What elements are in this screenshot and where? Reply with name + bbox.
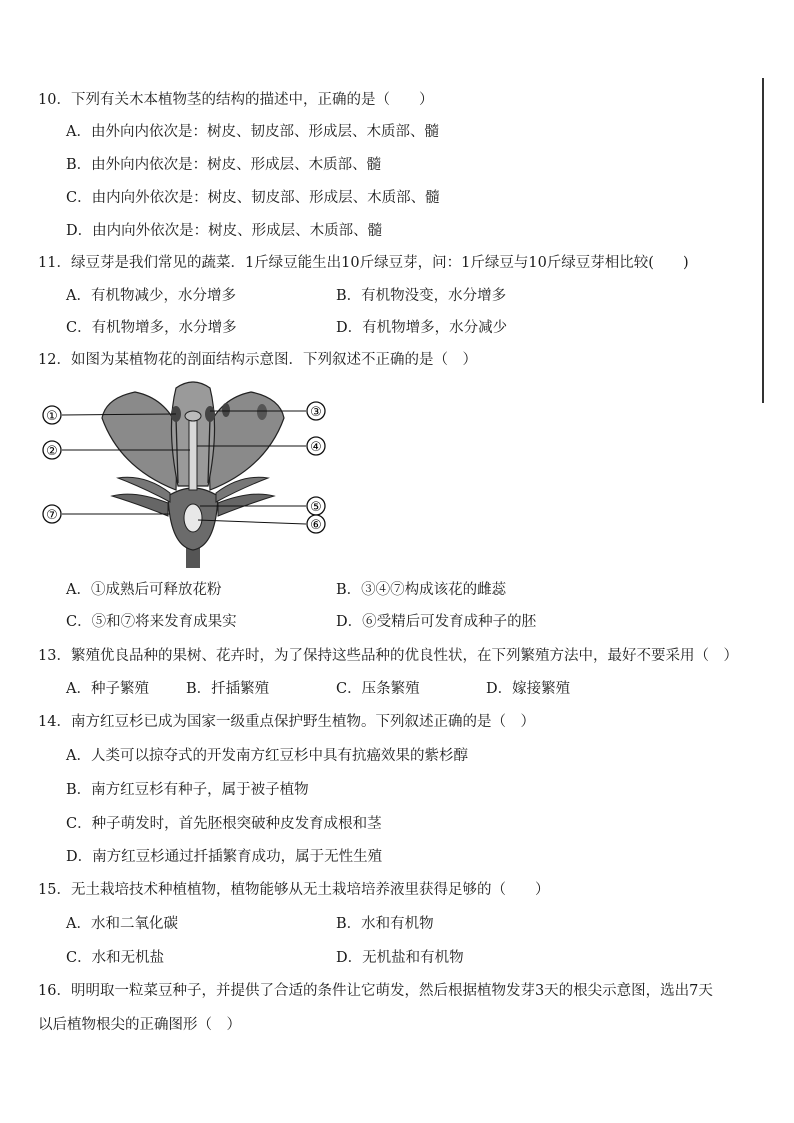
question-13-option-c: C．压条繁殖	[336, 681, 420, 697]
question-15-stem: 15．无土栽培技术种植植物，植物能够从无土栽培培养液里获得足够的（ ）	[38, 882, 550, 898]
svg-text:②: ②	[46, 444, 58, 459]
question-10-option-a: A．由外向内依次是：树皮、韧皮部、形成层、木质部、髓	[66, 124, 439, 140]
question-15-option-b: B．水和有机物	[336, 916, 434, 932]
stigma	[185, 411, 201, 421]
question-12-option-a: A．①成熟后可释放花粉	[66, 582, 222, 598]
label-6	[307, 515, 325, 533]
svg-text:⑥: ⑥	[310, 518, 322, 533]
svg-text:④: ④	[310, 440, 322, 455]
label-4	[307, 437, 325, 455]
question-13-stem: 13．繁殖优良品种的果树、花卉时，为了保持这些品种的优良性状，在下列繁殖方法中，最好不要采用（ ）	[38, 648, 738, 664]
question-13-option-a: A．种子繁殖	[66, 681, 149, 697]
question-16-stem-line-1: 16．明明取一粒菜豆种子，并提供了合适的条件让它萌发，然后根据植物发芽3天的根尖示意图，选出7天	[38, 983, 713, 999]
question-14-option-d: D．南方红豆杉通过扦插繁育成功，属于无性生殖	[66, 849, 383, 865]
question-12-stem: 12．如图为某植物花的剖面结构示意图．下列叙述不正确的是（ ）	[38, 352, 477, 368]
margin-rule	[762, 78, 764, 403]
question-11-stem: 11．绿豆芽是我们常见的蔬菜．1斤绿豆能生出10斤绿豆芽，问：1斤绿豆与10斤绿豆芽相比较( )	[38, 255, 689, 271]
style	[189, 418, 197, 490]
question-14-option-c: C．种子萌发时，首先胚根突破种皮发育成根和茎	[66, 816, 382, 832]
question-11-option-a: A．有机物减少，水分增多	[66, 288, 236, 304]
question-15-option-d: D．无机盐和有机物	[336, 950, 464, 966]
svg-text:⑦: ⑦	[46, 508, 58, 523]
svg-text:⑤: ⑤	[310, 500, 322, 515]
flower-section-diagram	[40, 378, 340, 568]
question-14-stem: 14．南方红豆杉已成为国家一级重点保护野生植物。下列叙述正确的是（ ）	[38, 714, 535, 730]
left-petal	[102, 392, 178, 490]
svg-text:③: ③	[310, 405, 322, 420]
label-1	[43, 406, 61, 424]
label-2	[43, 441, 61, 459]
question-11-option-c: C．有机物增多，水分增多	[66, 320, 237, 336]
question-15-option-a: A．水和二氧化碳	[66, 916, 178, 932]
flower-stalk	[186, 548, 200, 568]
label-5	[307, 497, 325, 515]
left-sepal	[112, 494, 168, 516]
question-12-option-c: C．⑤和⑦将来发育成果实	[66, 614, 237, 630]
question-11-option-b: B．有机物没变，水分增多	[336, 288, 507, 304]
question-10-option-b: B．由外向内依次是：树皮、形成层、木质部、髓	[66, 157, 382, 173]
label-7	[43, 505, 61, 523]
question-12-option-b: B．③④⑦构成该花的雌蕊	[336, 582, 507, 598]
question-12-option-d: D．⑥受精后可发育成种子的胚	[336, 614, 537, 630]
svg-text:①: ①	[46, 409, 58, 424]
right-anther-2	[222, 403, 230, 417]
question-10-stem: 10．下列有关木本植物茎的结构的描述中，正确的是（ ）	[38, 92, 434, 108]
question-14-option-b: B．南方红豆杉有种子，属于被子植物	[66, 782, 309, 798]
right-sepal	[218, 494, 274, 516]
question-15-option-c: C．水和无机盐	[66, 950, 165, 966]
question-14-option-a: A．人类可以掠夺式的开发南方红豆杉中具有抗癌效果的紫杉醇	[66, 748, 468, 764]
ovule	[184, 504, 202, 532]
right-anther	[205, 406, 215, 422]
question-11-option-d: D．有机物增多，水分减少	[336, 320, 508, 336]
petal-spot	[257, 404, 267, 420]
question-16-stem-line-2: 以后植物根尖的正确图形（ ）	[38, 1017, 241, 1033]
label-3	[307, 402, 325, 420]
question-10-option-d: D．由内向外依次是：树皮、形成层、木质部、髓	[66, 223, 383, 239]
question-10-option-c: C．由内向外依次是：树皮、韧皮部、形成层、木质部、髓	[66, 190, 440, 206]
question-13-option-d: D．嫁接繁殖	[486, 681, 571, 697]
right-petal	[208, 392, 284, 490]
question-13-option-b: B．扦插繁殖	[186, 681, 270, 697]
